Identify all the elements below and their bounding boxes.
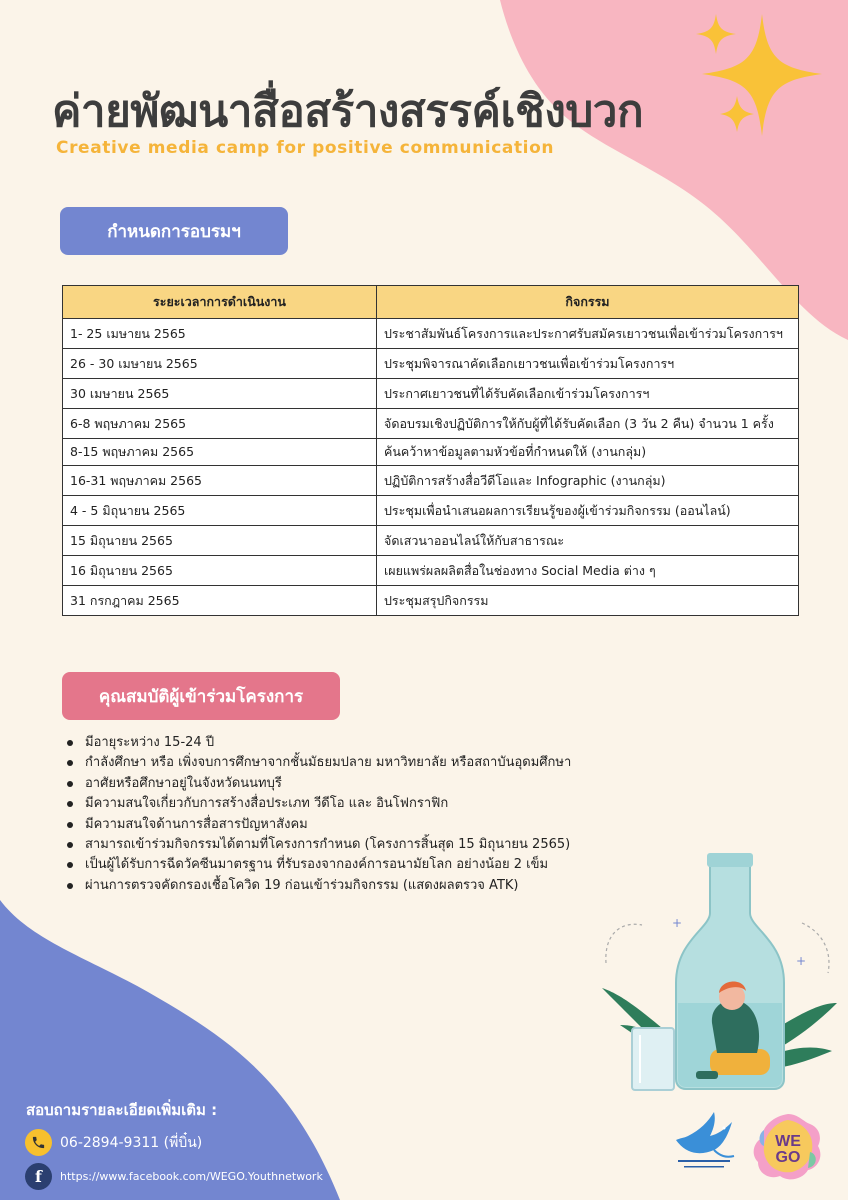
column-header-period: ระยะเวลาการดำเนินงาน <box>63 286 377 319</box>
activity-cell: ประชุมสรุปกิจกรรม <box>377 586 799 616</box>
phone-contact[interactable] <box>25 1129 202 1156</box>
list-item: สามารถเข้าร่วมกิจกรรมได้ตามที่โครงการกำหนด (โครงการสิ้นสุด 15 มิถุนายน 2565) <box>64 835 571 855</box>
phone-icon <box>25 1129 52 1156</box>
list-item: มีความสนใจเกี่ยวกับการสร้างสื่อประเภท วีดีโอ และ อินโฟกราฟิก <box>64 794 571 814</box>
activity-cell: ประชาสัมพันธ์โครงการและประกาศรับสมัครเยาวชนเพื่อเข้าร่วมโครงการฯ <box>377 319 799 349</box>
list-item: เป็นผู้ได้รับการฉีดวัคซีนมาตรฐาน ที่รับรองจากองค์การอนามัยโลก อย่างน้อย 2 เข็ม <box>64 855 571 875</box>
dove-logo <box>670 1110 738 1174</box>
period-cell: 31 กรกฎาคม 2565 <box>63 586 377 616</box>
period-cell: 16 มิถุนายน 2565 <box>63 556 377 586</box>
schedule-table <box>62 285 799 616</box>
list-item: ผ่านการตรวจคัดกรองเชื้อโควิด 19 ก่อนเข้าร่วมกิจกรรม (แสดงผลตรวจ ATK) <box>64 876 571 896</box>
period-cell: 1- 25 เมษายน 2565 <box>63 319 377 349</box>
period-cell: 30 เมษายน 2565 <box>63 379 377 409</box>
plus-decoration: + <box>796 954 807 968</box>
facebook-icon: f <box>25 1163 52 1190</box>
qualifications-list <box>64 733 571 896</box>
wego-logo-text-top: WE <box>775 1133 801 1150</box>
activity-cell: ค้นคว้าหาข้อมูลตามหัวข้อที่กำหนดให้ (งานกลุ่ม) <box>377 439 799 466</box>
table-row <box>63 379 799 409</box>
table-header-row <box>63 286 799 319</box>
list-item: มีอายุระหว่าง 15-24 ปี <box>64 733 571 753</box>
wego-logo-text-bottom: GO <box>775 1149 801 1166</box>
list-item: กำลังศึกษา หรือ เพิ่งจบการศึกษาจากชั้นมัธยมปลาย มหาวิทยาลัย หรือสถาบันอุดมศึกษา <box>64 753 571 773</box>
table-row <box>63 409 799 439</box>
table-row <box>63 496 799 526</box>
qualifications-heading-button: คุณสมบัติผู้เข้าร่วมโครงการ <box>62 672 340 720</box>
table-row <box>63 526 799 556</box>
activity-cell: จัดเสวนาออนไลน์ให้กับสาธารณะ <box>377 526 799 556</box>
period-cell: 4 - 5 มิถุนายน 2565 <box>63 496 377 526</box>
schedule-heading-button: กำหนดการอบรมฯ <box>60 207 288 255</box>
table-row <box>63 556 799 586</box>
contact-heading: สอบถามรายละเอียดเพิ่มเติม : <box>26 1101 218 1119</box>
page-subtitle: Creative media camp for positive communication <box>56 138 555 158</box>
period-cell: 15 มิถุนายน 2565 <box>63 526 377 556</box>
facebook-contact[interactable] <box>25 1163 323 1190</box>
list-item: มีความสนใจด้านการสื่อสารปัญหาสังคม <box>64 815 571 835</box>
table-row <box>63 439 799 466</box>
activity-cell: เผยแพร่ผลผลิตสื่อในช่องทาง Social Media ต่าง ๆ <box>377 556 799 586</box>
facebook-link[interactable]: https://www.facebook.com/WEGO.Youthnetwork <box>60 1170 323 1183</box>
table-row <box>63 586 799 616</box>
activity-cell: ประกาศเยาวชนที่ได้รับคัดเลือกเข้าร่วมโครงการฯ <box>377 379 799 409</box>
period-cell: 8-15 พฤษภาคม 2565 <box>63 439 377 466</box>
period-cell: 16-31 พฤษภาคม 2565 <box>63 466 377 496</box>
column-header-activity: กิจกรรม <box>377 286 799 319</box>
table-row <box>63 349 799 379</box>
table-row <box>63 319 799 349</box>
activity-cell: จัดอบรมเชิงปฏิบัติการให้กับผู้ที่ได้รับคัดเลือก (3 วัน 2 คืน) จำนวน 1 ครั้ง <box>377 409 799 439</box>
table-row <box>63 466 799 496</box>
period-cell: 26 - 30 เมษายน 2565 <box>63 349 377 379</box>
glass-icon <box>632 1028 674 1090</box>
activity-cell: ประชุมเพื่อนำเสนอผลการเรียนรู้ของผู้เข้าร่วมกิจกรรม (ออนไลน์) <box>377 496 799 526</box>
list-item: อาศัยหรือศึกษาอยู่ในจังหวัดนนทบุรี <box>64 774 571 794</box>
period-cell: 6-8 พฤษภาคม 2565 <box>63 409 377 439</box>
wego-logo <box>752 1112 824 1182</box>
person-in-bottle-illustration <box>592 853 842 1103</box>
activity-cell: ประชุมพิจารณาคัดเลือกเยาวชนเพื่อเข้าร่วมโครงการฯ <box>377 349 799 379</box>
phone-number: 06-2894-9311 (พี่บิ๋น) <box>60 1134 203 1151</box>
page-title: ค่ายพัฒนาสื่อสร้างสรรค์เชิงบวก <box>52 86 644 137</box>
activity-cell: ปฏิบัติการสร้างสื่อวีดีโอและ Infographic (งานกลุ่ม) <box>377 466 799 496</box>
plus-decoration: + <box>672 916 683 930</box>
